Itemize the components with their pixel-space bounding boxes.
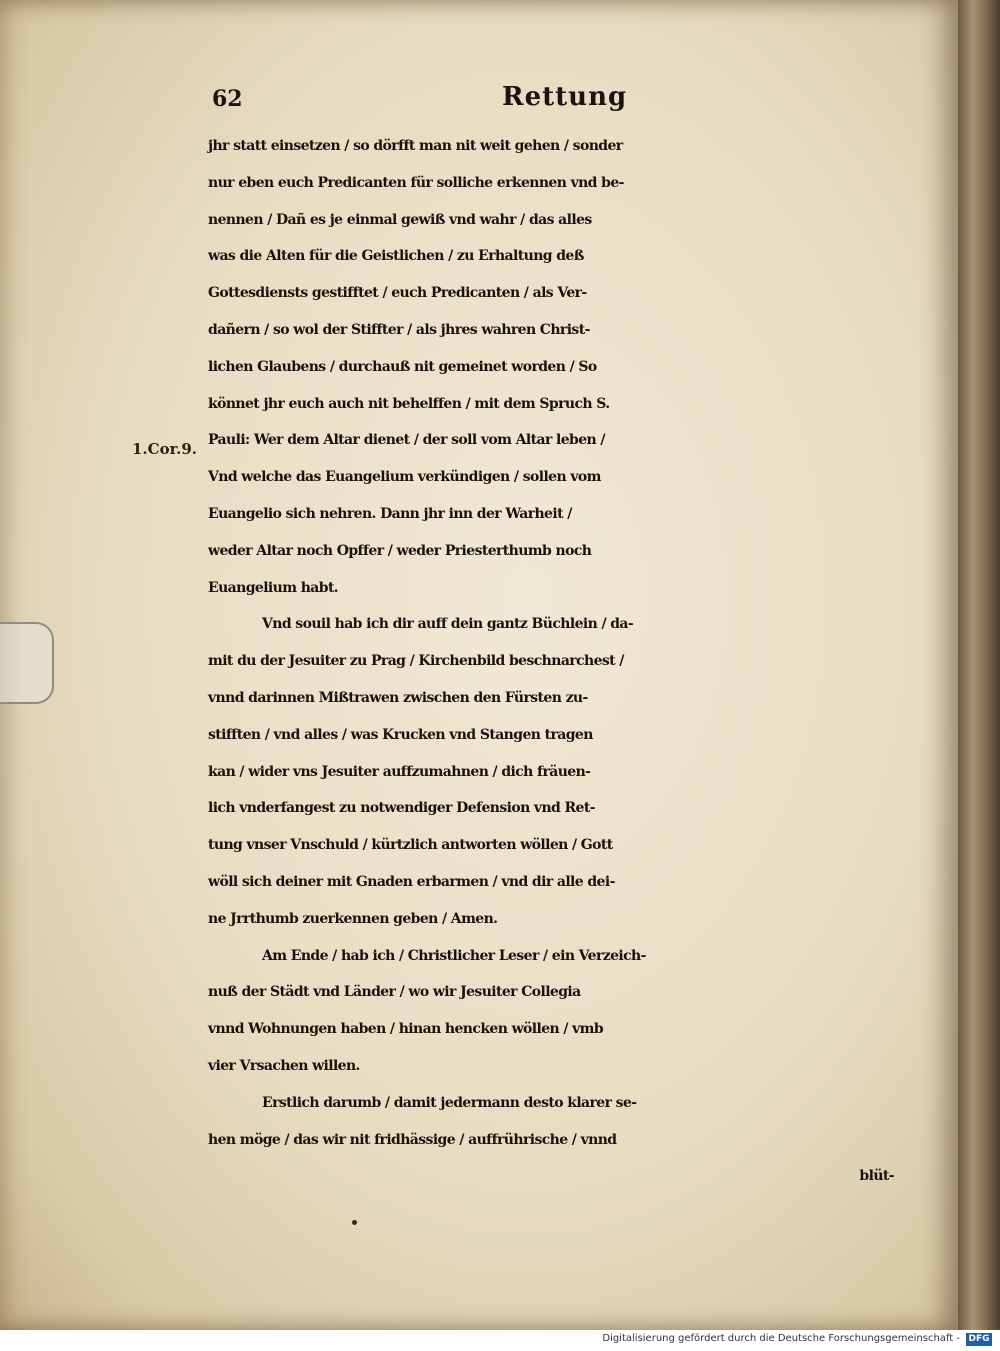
catchword: blüt- [859, 1168, 894, 1185]
text-line: wöll sich deiner mit Gnaden erbarmen / vnd dir alle dei- [208, 873, 615, 890]
text-line: dañern / so wol der Stiffter / als jhres wahren Christ- [208, 321, 590, 338]
text-line: lich vnderfangest zu notwendiger Defension vnd Ret- [208, 800, 595, 817]
text-line: vnnd darinnen Mißtrawen zwischen den Fürsten zu- [208, 689, 588, 706]
footer-bar [0, 1330, 1000, 1351]
text-line: vnnd Wohnungen haben / hinan hencken wöllen / vmb [208, 1021, 604, 1038]
text-line: tung vnser Vnschuld / kürtzlich antworten wöllen / Gott [208, 837, 613, 854]
text-line: weder Altar noch Opffer / weder Priesterthumb noch [208, 542, 592, 559]
footer-credit: Digitalisierung gefördert durch die Deutsche Forschungsgemeinschaft - [602, 1333, 960, 1344]
text-line: Am Ende / hab ich / Christlicher Leser / ein Verzeich- [262, 947, 646, 964]
margin-note: 1.Cor.9. [132, 440, 198, 458]
text-line: nennen / Dañ es je einmal gewiß vnd wahr / das alles [208, 211, 592, 228]
text-line: hen möge / das wir nit fridhässige / auffrührische / vnnd [208, 1131, 617, 1148]
ink-dot [352, 1220, 357, 1225]
text-line: Euangelio sich nehren. Dann jhr inn der Warheit / [208, 505, 572, 522]
running-head [212, 82, 632, 122]
body-text [208, 128, 898, 1195]
text-line: Vnd welche das Euangelium verkündigen / sollen vom [208, 469, 601, 486]
text-line: lichen Glaubens / durchauß nit gemeinet worden / So [208, 358, 597, 375]
text-line: Pauli: Wer dem Altar dienet / der soll vom Altar leben / [208, 432, 605, 449]
text-line: jhr statt einsetzen / so dörfft man nit weit gehen / sonder [208, 138, 623, 154]
text-line: stifften / vnd alles / was Krucken vnd Stangen tragen [208, 726, 593, 743]
text-line: nur eben euch Predicanten für solliche erkennen vnd be- [208, 174, 624, 191]
page-number: 62 [212, 86, 243, 112]
text-line: ne Jrrthumb zuerkennen geben / Amen. [208, 910, 498, 927]
text-line: mit du der Jesuiter zu Prag / Kirchenbild beschnarchest / [208, 653, 624, 670]
text-line: Euangelium habt. [208, 579, 339, 596]
running-title: Rettung [502, 82, 628, 112]
text-line: was die Alten für die Geistlichen / zu Erhaltung deß [208, 248, 584, 265]
text-line: Gottesdiensts gestifftet / euch Predicanten / als Ver- [208, 285, 587, 302]
book-gutter [958, 0, 1000, 1330]
text-line: Vnd souil hab ich dir auff dein gantz Büchlein / da- [262, 616, 634, 633]
text-line: könnet jhr euch auch nit behelffen / mit dem Spruch S. [208, 395, 610, 412]
text-line: vier Vrsachen willen. [208, 1057, 360, 1074]
text-line: kan / wider vns Jesuiter auffzumahnen / dich fräuen- [208, 763, 591, 780]
text-line: Erstlich darumb / damit jedermann desto klarer se- [262, 1094, 637, 1111]
page-clip-tab [0, 622, 54, 704]
text-line: nuß der Städt vnd Länder / wo wir Jesuiter Collegia [208, 984, 581, 1001]
dfg-logo-icon[interactable]: DFG [966, 1333, 992, 1346]
